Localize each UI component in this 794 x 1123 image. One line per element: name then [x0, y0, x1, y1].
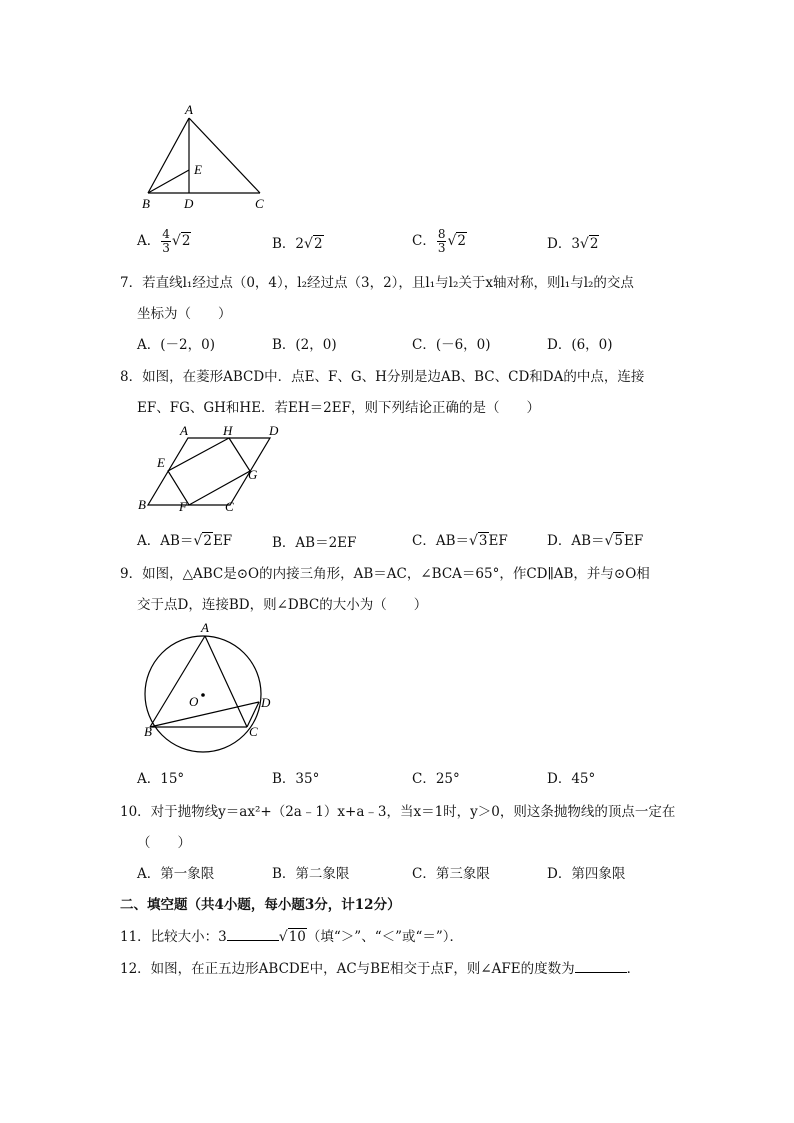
q10-option-b[interactable]: B．第二象限: [272, 866, 350, 882]
label-A: A: [185, 102, 193, 117]
q11-answer-blank[interactable]: [227, 926, 279, 941]
q10-option-a[interactable]: A．第一象限: [137, 866, 215, 882]
q9-option-b[interactable]: B．35°: [272, 771, 320, 787]
label-C: C: [225, 499, 234, 514]
label-G: G: [248, 467, 258, 482]
label-E: E: [157, 455, 165, 470]
q10-stem-line2: （ ）: [137, 835, 191, 851]
q10-option-c[interactable]: C．第三象限: [412, 866, 490, 882]
q11-stem: 11．比较大小：3 √10（填“＞”、“＜”或“＝”）．: [120, 925, 463, 945]
q7-stem-line1: 7．若直线l₁经过点（0，4），l₂经过点（3，2），且l₁与l₂关于x轴对称，则l₁与l₂的交点: [120, 275, 634, 291]
q6-option-a[interactable]: A． $\frac{4}{3}$ √2: [137, 227, 191, 255]
label-D: D: [269, 423, 279, 438]
label-E: E: [194, 162, 202, 177]
q10-stem-line1: 10．对于抛物线y＝ax²+（2a﹣1）x+a﹣3，当x＝1时，y＞0，则这条抛物线的顶点一定在: [120, 804, 676, 820]
q7-option-d[interactable]: D．(6，0): [547, 337, 613, 353]
label-B: B: [142, 196, 150, 211]
q8-option-c[interactable]: C．AB＝√3EF: [412, 533, 508, 549]
figure-q9-circle: [130, 620, 280, 750]
q6-option-b[interactable]: B．2√2: [272, 236, 323, 252]
label-C: C: [255, 196, 264, 211]
q8-option-b[interactable]: B．AB＝2EF: [272, 535, 357, 551]
q9-option-a[interactable]: A．15°: [137, 771, 185, 787]
label-B: B: [144, 724, 152, 739]
q8-stem-line2: EF、FG、GH和HE．若EH＝2EF，则下列结论正确的是（ ）: [137, 400, 540, 416]
label-C: C: [249, 724, 258, 739]
figure-q8-rhombus: [130, 420, 290, 520]
q9-option-d[interactable]: D．45°: [547, 771, 596, 787]
q10-option-d[interactable]: D．第四象限: [547, 866, 626, 882]
q8-option-a[interactable]: A．AB＝√2EF: [137, 533, 233, 549]
section-heading-fill-blank: 二、填空题（共4小题，每小题3分，计12分）: [120, 897, 401, 913]
q7-option-a[interactable]: A．(－2，0): [137, 337, 215, 353]
q6-option-c[interactable]: C． $\frac{8}{3}$ √2: [412, 227, 466, 255]
q8-stem-line1: 8．如图，在菱形ABCD中．点E、F、G、H分别是边AB、BC、CD和DA的中点，连接: [120, 369, 645, 385]
q9-stem-line1: 9．如图，△ABC是⊙O的内接三角形，AB＝AC，∠BCA＝65°，作CD∥AB，并与⊙O相: [120, 566, 650, 582]
label-D: D: [184, 196, 194, 211]
label-H: H: [223, 423, 233, 438]
q12-answer-blank[interactable]: [575, 958, 627, 973]
q9-option-c[interactable]: C．25°: [412, 771, 460, 787]
q12-stem: 12．如图，在正五边形ABCDE中，AC与BE相交于点F，则∠AFE的度数为 ．: [120, 957, 640, 977]
q7-option-b[interactable]: B．(2，0): [272, 337, 337, 353]
q7-stem-line2: 坐标为（ ）: [137, 306, 232, 322]
label-B: B: [138, 497, 146, 512]
q9-stem-line2: 交于点D，连接BD，则∠DBC的大小为（ ）: [137, 597, 428, 613]
figure-q6-triangle: [130, 100, 280, 215]
label-A: A: [201, 620, 209, 635]
label-O: O: [189, 694, 199, 709]
label-D: D: [261, 695, 271, 710]
label-F: F: [179, 499, 187, 514]
label-A: A: [180, 423, 188, 438]
q6-option-d[interactable]: D．3√2: [547, 236, 599, 252]
q8-option-d[interactable]: D．AB＝√5EF: [547, 533, 644, 549]
q7-option-c[interactable]: C．(－6，0): [412, 337, 491, 353]
